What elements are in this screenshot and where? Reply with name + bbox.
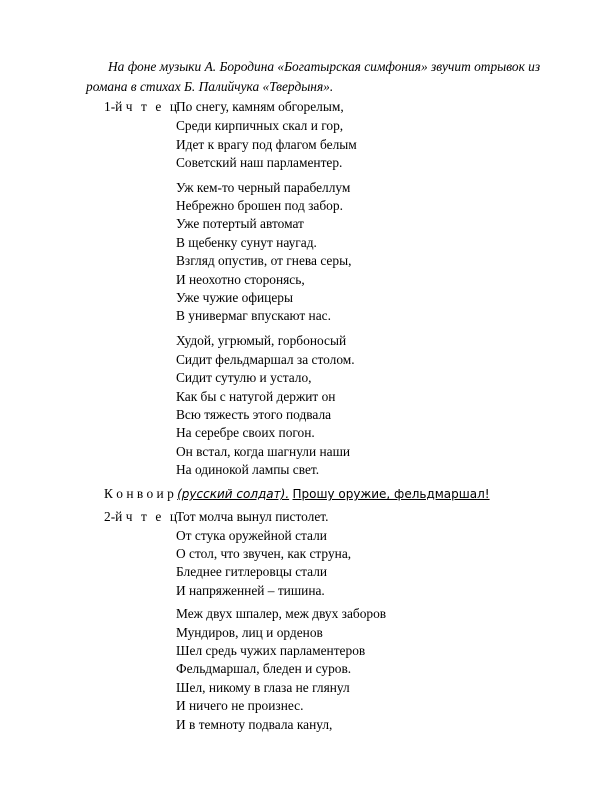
verse-line: Худой, угрюмый, горбоносый	[176, 333, 347, 348]
verse-line: Уже чужие офицеры	[176, 290, 293, 305]
verse-line: И неохотно сторонясь,	[176, 272, 305, 287]
verse-line: На серебре своих погон.	[176, 425, 315, 440]
verse-line: В щебенку сунут наугад.	[176, 235, 317, 250]
verse-line: И ничего не произнес.	[176, 698, 304, 713]
speaker-line-konvoir	[104, 485, 490, 504]
verse-line: Идет к врагу под флагом белым	[176, 137, 357, 152]
verse-line: Меж двух шпалер, меж двух заборов	[176, 606, 387, 621]
verse-line: Тот молча вынул пистолет.	[176, 509, 329, 524]
verse-line: Сидит фельдмаршал за столом.	[176, 352, 355, 367]
verse-line: Уж кем-то черный парабеллум	[176, 180, 351, 195]
verse-line: Как бы с натугой держит он	[176, 389, 336, 404]
verse-line: От стука оружейной стали	[176, 528, 327, 543]
verse-line: Фельдмаршал, бледен и суров.	[176, 661, 352, 676]
verse-line: Сидит сутулю и устало,	[176, 370, 312, 385]
verse-line: На одинокой лампы свет.	[176, 462, 320, 477]
verse-line: Среди кирпичных скал и гор,	[176, 118, 344, 133]
speaker-number: 2-й	[104, 509, 123, 524]
verse-line: Небрежно брошен под забор.	[176, 198, 343, 213]
verse-line: Бледнее гитлеровцы стали	[176, 564, 328, 579]
verse-line: Советский наш парламентер.	[176, 155, 343, 170]
verse-line: И в темноту подвала канул,	[176, 717, 333, 732]
speaker-role: К о н в о и р	[104, 486, 174, 501]
verse-line: И напряженней – тишина.	[176, 583, 325, 598]
verse-line: Шел, никому в глаза не глянул	[176, 680, 350, 695]
verse-line: Уже потертый автомат	[176, 216, 304, 231]
speaker-number: 1-й	[104, 99, 123, 114]
spoken-line: Прошу оружие, фельдмаршал!	[292, 487, 490, 501]
verse-line: По снегу, камням обгорелым,	[176, 99, 344, 114]
verse-line: Всю тяжесть этого подвала	[176, 407, 332, 422]
verse-line: Он встал, когда шагнули наши	[176, 444, 351, 459]
speaker-role: ч т е ц .	[125, 509, 192, 524]
intro-paragraph: На фоне музыки А. Бородина «Богатырская симфония» звучит отрывок из романа в стихах Б. Палийчука «Твердыня».	[86, 59, 541, 94]
speaker-role: ч т е ц .	[125, 99, 192, 114]
verse-line: Взгляд опустив, от гнева серы,	[176, 253, 352, 268]
verse-line: Шел средь чужих парламентеров	[176, 643, 366, 658]
verse-line: О стол, что звучен, как струна,	[176, 546, 352, 561]
verse-line: Мундиров, лиц и орденов	[176, 625, 323, 640]
verse-line: В универмаг впускают нас.	[176, 308, 331, 323]
stage-direction: (русский солдат).	[177, 487, 290, 501]
